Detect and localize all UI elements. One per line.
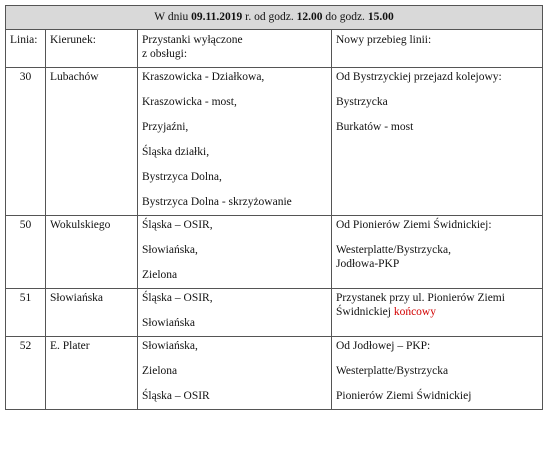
detour-table (5, 5, 543, 410)
excluded-stops (138, 289, 332, 337)
line-number: 52 (6, 337, 46, 410)
col-header-stops-line1: Przystanki wyłączone (142, 34, 243, 46)
table-row (6, 337, 543, 410)
table-row (6, 68, 543, 216)
route-item (336, 291, 538, 319)
direction: Lubachów (46, 68, 138, 216)
header-pre: W dniu (154, 11, 192, 23)
stop-item: Kraszowicka - most, (142, 96, 237, 108)
stop-item: Zielona (142, 269, 178, 281)
excluded-stops (138, 216, 332, 289)
header-mid2: do godz. (322, 11, 368, 23)
stop-item: Słowiańska (142, 317, 196, 329)
header-time-to: 15.00 (367, 11, 394, 23)
stop-item: Bystrzyca Dolna, (142, 171, 222, 183)
col-header-stops (138, 30, 332, 68)
stop-item: Śląska – OSIR, (142, 219, 213, 231)
header-mid1: r. od godz. (242, 11, 297, 23)
column-header-row (6, 30, 543, 68)
col-header-direction: Kierunek: (46, 30, 138, 68)
line-number: 51 (6, 289, 46, 337)
route-item: Westerplatte/Bystrzycka (336, 365, 449, 377)
route-item: Westerplatte/Bystrzycka, (336, 244, 451, 256)
line-number: 30 (6, 68, 46, 216)
route-item: Od Jodłowej – PKP: (336, 340, 431, 352)
direction: Wokulskiego (46, 216, 138, 289)
header-date: 09.11.2019 (191, 11, 243, 23)
route-item: Jodłowa-PKP (336, 258, 400, 270)
col-header-line: Linia: (6, 30, 46, 68)
route-item: Bystrzycka (336, 96, 388, 108)
stop-item: Kraszowicka - Działkowa, (142, 71, 265, 83)
col-header-new-route: Nowy przebieg linii: (332, 30, 543, 68)
stop-item: Śląska – OSIR, (142, 292, 213, 304)
stop-item: Słowiańska, (142, 244, 198, 256)
route-item: Od Bystrzyckiej przejazd kolejowy: (336, 71, 502, 83)
excluded-stops (138, 337, 332, 410)
direction: E. Plater (46, 337, 138, 410)
header-time-from: 12.00 (296, 11, 323, 23)
table-row (6, 289, 543, 337)
table-row (6, 216, 543, 289)
stop-item: Bystrzyca Dolna - skrzyżowanie (142, 196, 292, 208)
route-highlight: końcowy (393, 306, 436, 318)
new-route (332, 216, 543, 289)
stop-item: Śląska działki, (142, 146, 210, 158)
col-header-stops-line2: z obsługi: (142, 48, 188, 60)
schedule-table-wrapper (5, 5, 543, 410)
route-item: Burkatów - most (336, 121, 414, 133)
new-route (332, 68, 543, 216)
new-route (332, 289, 543, 337)
table-header (6, 6, 543, 30)
stop-item: Przyjaźni, (142, 121, 189, 133)
stop-item: Śląska – OSIR (142, 390, 210, 402)
line-number: 50 (6, 216, 46, 289)
stop-item: Słowiańska, (142, 340, 198, 352)
route-item: Od Pionierów Ziemi Świdnickiej: (336, 219, 492, 231)
direction: Słowiańska (46, 289, 138, 337)
stop-item: Zielona (142, 365, 178, 377)
route-text: Przystanek przy ul. Pionierów Ziemi Świdnickiej (336, 292, 505, 318)
excluded-stops (138, 68, 332, 216)
route-item: Pionierów Ziemi Świdnickiej (336, 390, 472, 402)
new-route (332, 337, 543, 410)
